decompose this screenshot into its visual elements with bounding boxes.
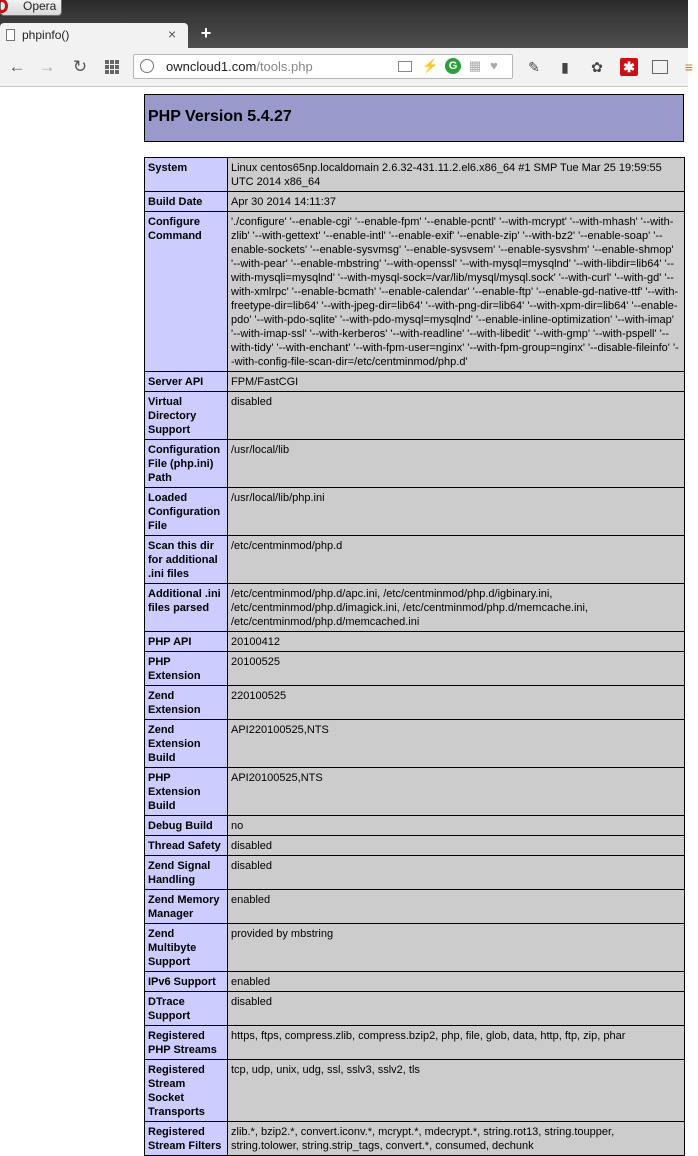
tab-phpinfo[interactable] (0, 23, 188, 48)
info-table-body (145, 158, 685, 1156)
page-icon (6, 29, 15, 41)
table-row (145, 768, 685, 816)
row-value: API20100525,NTS (228, 768, 685, 816)
row-value: 20100412 (228, 632, 685, 652)
row-key: PHP Extension (145, 652, 228, 686)
row-value: API220100525,NTS (228, 720, 685, 768)
bookmark-icon[interactable]: ▮ (561, 59, 569, 75)
table-row (145, 720, 685, 768)
table-row (145, 192, 685, 212)
url-host: owncloud1.com (166, 59, 257, 74)
row-key: Registered Stream Socket Transports (145, 1060, 228, 1122)
row-key: Registered PHP Streams (145, 1026, 228, 1060)
row-key: Zend Extension Build (145, 720, 228, 768)
row-value: 220100525 (228, 686, 685, 720)
opera-logo-icon (0, 0, 8, 13)
row-key: Zend Signal Handling (145, 856, 228, 890)
title-bar (0, 0, 688, 20)
row-value: tcp, udp, unix, udg, ssl, sslv3, sslv2, tls (228, 1060, 685, 1122)
table-row (145, 816, 685, 836)
table-row (145, 392, 685, 440)
table-row (145, 440, 685, 488)
table-row (145, 1026, 685, 1060)
evernote-icon[interactable]: ✿ (591, 59, 603, 75)
table-row (145, 632, 685, 652)
table-row (145, 856, 685, 890)
grid-extension-icon[interactable]: ▦ (468, 58, 482, 73)
table-row (145, 992, 685, 1026)
row-value: 20100525 (228, 652, 685, 686)
row-value: /usr/local/lib (228, 440, 685, 488)
table-row (145, 972, 685, 992)
heart-icon[interactable]: ♥ (490, 58, 498, 73)
table-row (145, 488, 685, 536)
forward-button[interactable]: → (38, 57, 56, 76)
row-value: enabled (228, 972, 685, 992)
table-row (145, 584, 685, 632)
row-key: Scan this dir for additional .ini files (145, 536, 228, 584)
reload-button[interactable]: ↻ (72, 57, 88, 76)
row-value: enabled (228, 890, 685, 924)
opera-menu-button[interactable] (0, 0, 62, 16)
row-value: provided by mbstring (228, 924, 685, 972)
table-row (145, 536, 685, 584)
table-row (145, 686, 685, 720)
table-row (145, 924, 685, 972)
row-key: DTrace Support (145, 992, 228, 1026)
window-icon[interactable] (652, 60, 668, 74)
lightning-icon[interactable]: ⚡ (422, 58, 439, 73)
row-key: Server API (145, 372, 228, 392)
row-key: Build Date (145, 192, 228, 212)
row-value: https, ftps, compress.zlib, compress.bzip2, php, file, glob, data, http, ftp, zip, phar (228, 1026, 685, 1060)
row-key: Debug Build (145, 816, 228, 836)
page-action-icon[interactable] (398, 61, 412, 72)
row-key: PHP API (145, 632, 228, 652)
row-value: /etc/centminmod/php.d/apc.ini, /etc/centminmod/php.d/igbinary.ini, /etc/centminmod/php.d/imagick.ini, /etc/centminmod/php.d/memcache.ini, /etc/centminmod/php.d/memcached.ini (228, 584, 685, 632)
row-value: disabled (228, 856, 685, 890)
table-row (145, 652, 685, 686)
row-value: no (228, 816, 685, 836)
row-key: Zend Extension (145, 686, 228, 720)
row-key: Loaded Configuration File (145, 488, 228, 536)
row-value: disabled (228, 392, 685, 440)
table-row (145, 890, 685, 924)
row-value: /usr/local/lib/php.ini (228, 488, 685, 536)
tab-strip (0, 20, 688, 48)
row-key: System (145, 158, 228, 192)
table-row (145, 212, 685, 372)
row-key: Thread Safety (145, 836, 228, 856)
row-key: Registered Stream Filters (145, 1122, 228, 1156)
tab-title: phpinfo() (22, 28, 70, 42)
row-key: Additional .ini files parsed (145, 584, 228, 632)
row-key: Zend Memory Manager (145, 890, 228, 924)
apps-grid-icon[interactable] (105, 60, 119, 74)
table-row (145, 372, 685, 392)
row-value: FPM/FastCGI (228, 372, 685, 392)
row-key: Configure Command (145, 212, 228, 372)
php-version-header (144, 94, 684, 142)
row-value: /etc/centminmod/php.d (228, 536, 685, 584)
row-key: IPv6 Support (145, 972, 228, 992)
pen-extension-icon[interactable]: ✎ (528, 59, 540, 75)
new-tab-button[interactable]: + (200, 23, 212, 43)
table-row (145, 158, 685, 192)
row-key: Zend Multibyte Support (145, 924, 228, 972)
opera-menu-label: Opera (23, 0, 57, 13)
site-info-icon[interactable] (140, 59, 154, 73)
g-extension-icon[interactable]: G (445, 58, 461, 74)
url-path: /tools.php (256, 59, 313, 74)
table-row (145, 1060, 685, 1122)
browser-toolbar (0, 48, 694, 87)
php-info-table (144, 157, 685, 1156)
row-key: PHP Extension Build (145, 768, 228, 816)
tab-close-icon[interactable]: × (168, 26, 177, 42)
row-value: Linux centos65np.localdomain 2.6.32-431.11.2.el6.x86_64 #1 SMP Tue Mar 25 19:59:55 UTC 2014 x86_64 (228, 158, 685, 192)
row-value: Apr 30 2014 14:11:37 (228, 192, 685, 212)
menu-icon[interactable]: ≡ (684, 59, 694, 75)
row-value: disabled (228, 836, 685, 856)
address-bar[interactable] (133, 54, 513, 79)
row-key: Virtual Directory Support (145, 392, 228, 440)
page-title: PHP Version 5.4.27 (148, 108, 292, 125)
row-value: zlib.*, bzip2.*, convert.iconv.*, mcrypt.*, mdecrypt.*, string.rot13, string.toupper, string.tolower, string.strip_tags, convert.*, consumed, dechunk (228, 1122, 685, 1156)
url-text[interactable] (166, 59, 313, 74)
row-value: disabled (228, 992, 685, 1026)
table-row (145, 836, 685, 856)
back-button[interactable]: ← (8, 57, 26, 76)
red-extension-icon[interactable]: ✱ (620, 58, 638, 76)
row-key: Configuration File (php.ini) Path (145, 440, 228, 488)
table-row (145, 1122, 685, 1156)
row-value: './configure' '--enable-cgi' '--enable-fpm' '--enable-pcntl' '--with-mcrypt' '--with-mhash' '--with-zlib' '--with-gettext' '--enable-intl' '--enable-exif' '--enable-zip' '--with-bz2' '--enable-soap' '--enable-sockets' '--enable-sysvmsg' '--enable-sysvsem' '--enable-sysvshm' '--enable-shmop' '--with-pear' '--enable-mbstring' '--with-openssl' '--with-mysql=mysqlnd' '--with-libdir=lib64' '--with-mysqli=mysqlnd' '--with-mysql-sock=/var/lib/mysql/mysql.sock' '--with-curl' '--with-gd' '--with-xmlrpc' '--enable-bcmath' '--enable-calendar' '--enable-ftp' '--enable-gd-native-ttf' '--with-freetype-dir=lib64' '--with-jpeg-dir=lib64' '--with-png-dir=lib64' '--with-xpm-dir=lib64' '--enable-pdo' '--with-pdo-sqlite' '--with-pdo-mysql=mysqlnd' '--enable-inline-optimization' '--with-imap' '--with-imap-ssl' '--with-kerberos' '--with-readline' '--with-libedit' '--with-gmp' '--with-pspell' '--with-tidy' '--with-enchant' '--with-fpm-user=nginx' '--with-fpm-group=nginx' '--disable-fileinfo' '--with-config-file-scan-dir=/etc/centminmod/php.d' (228, 212, 685, 372)
